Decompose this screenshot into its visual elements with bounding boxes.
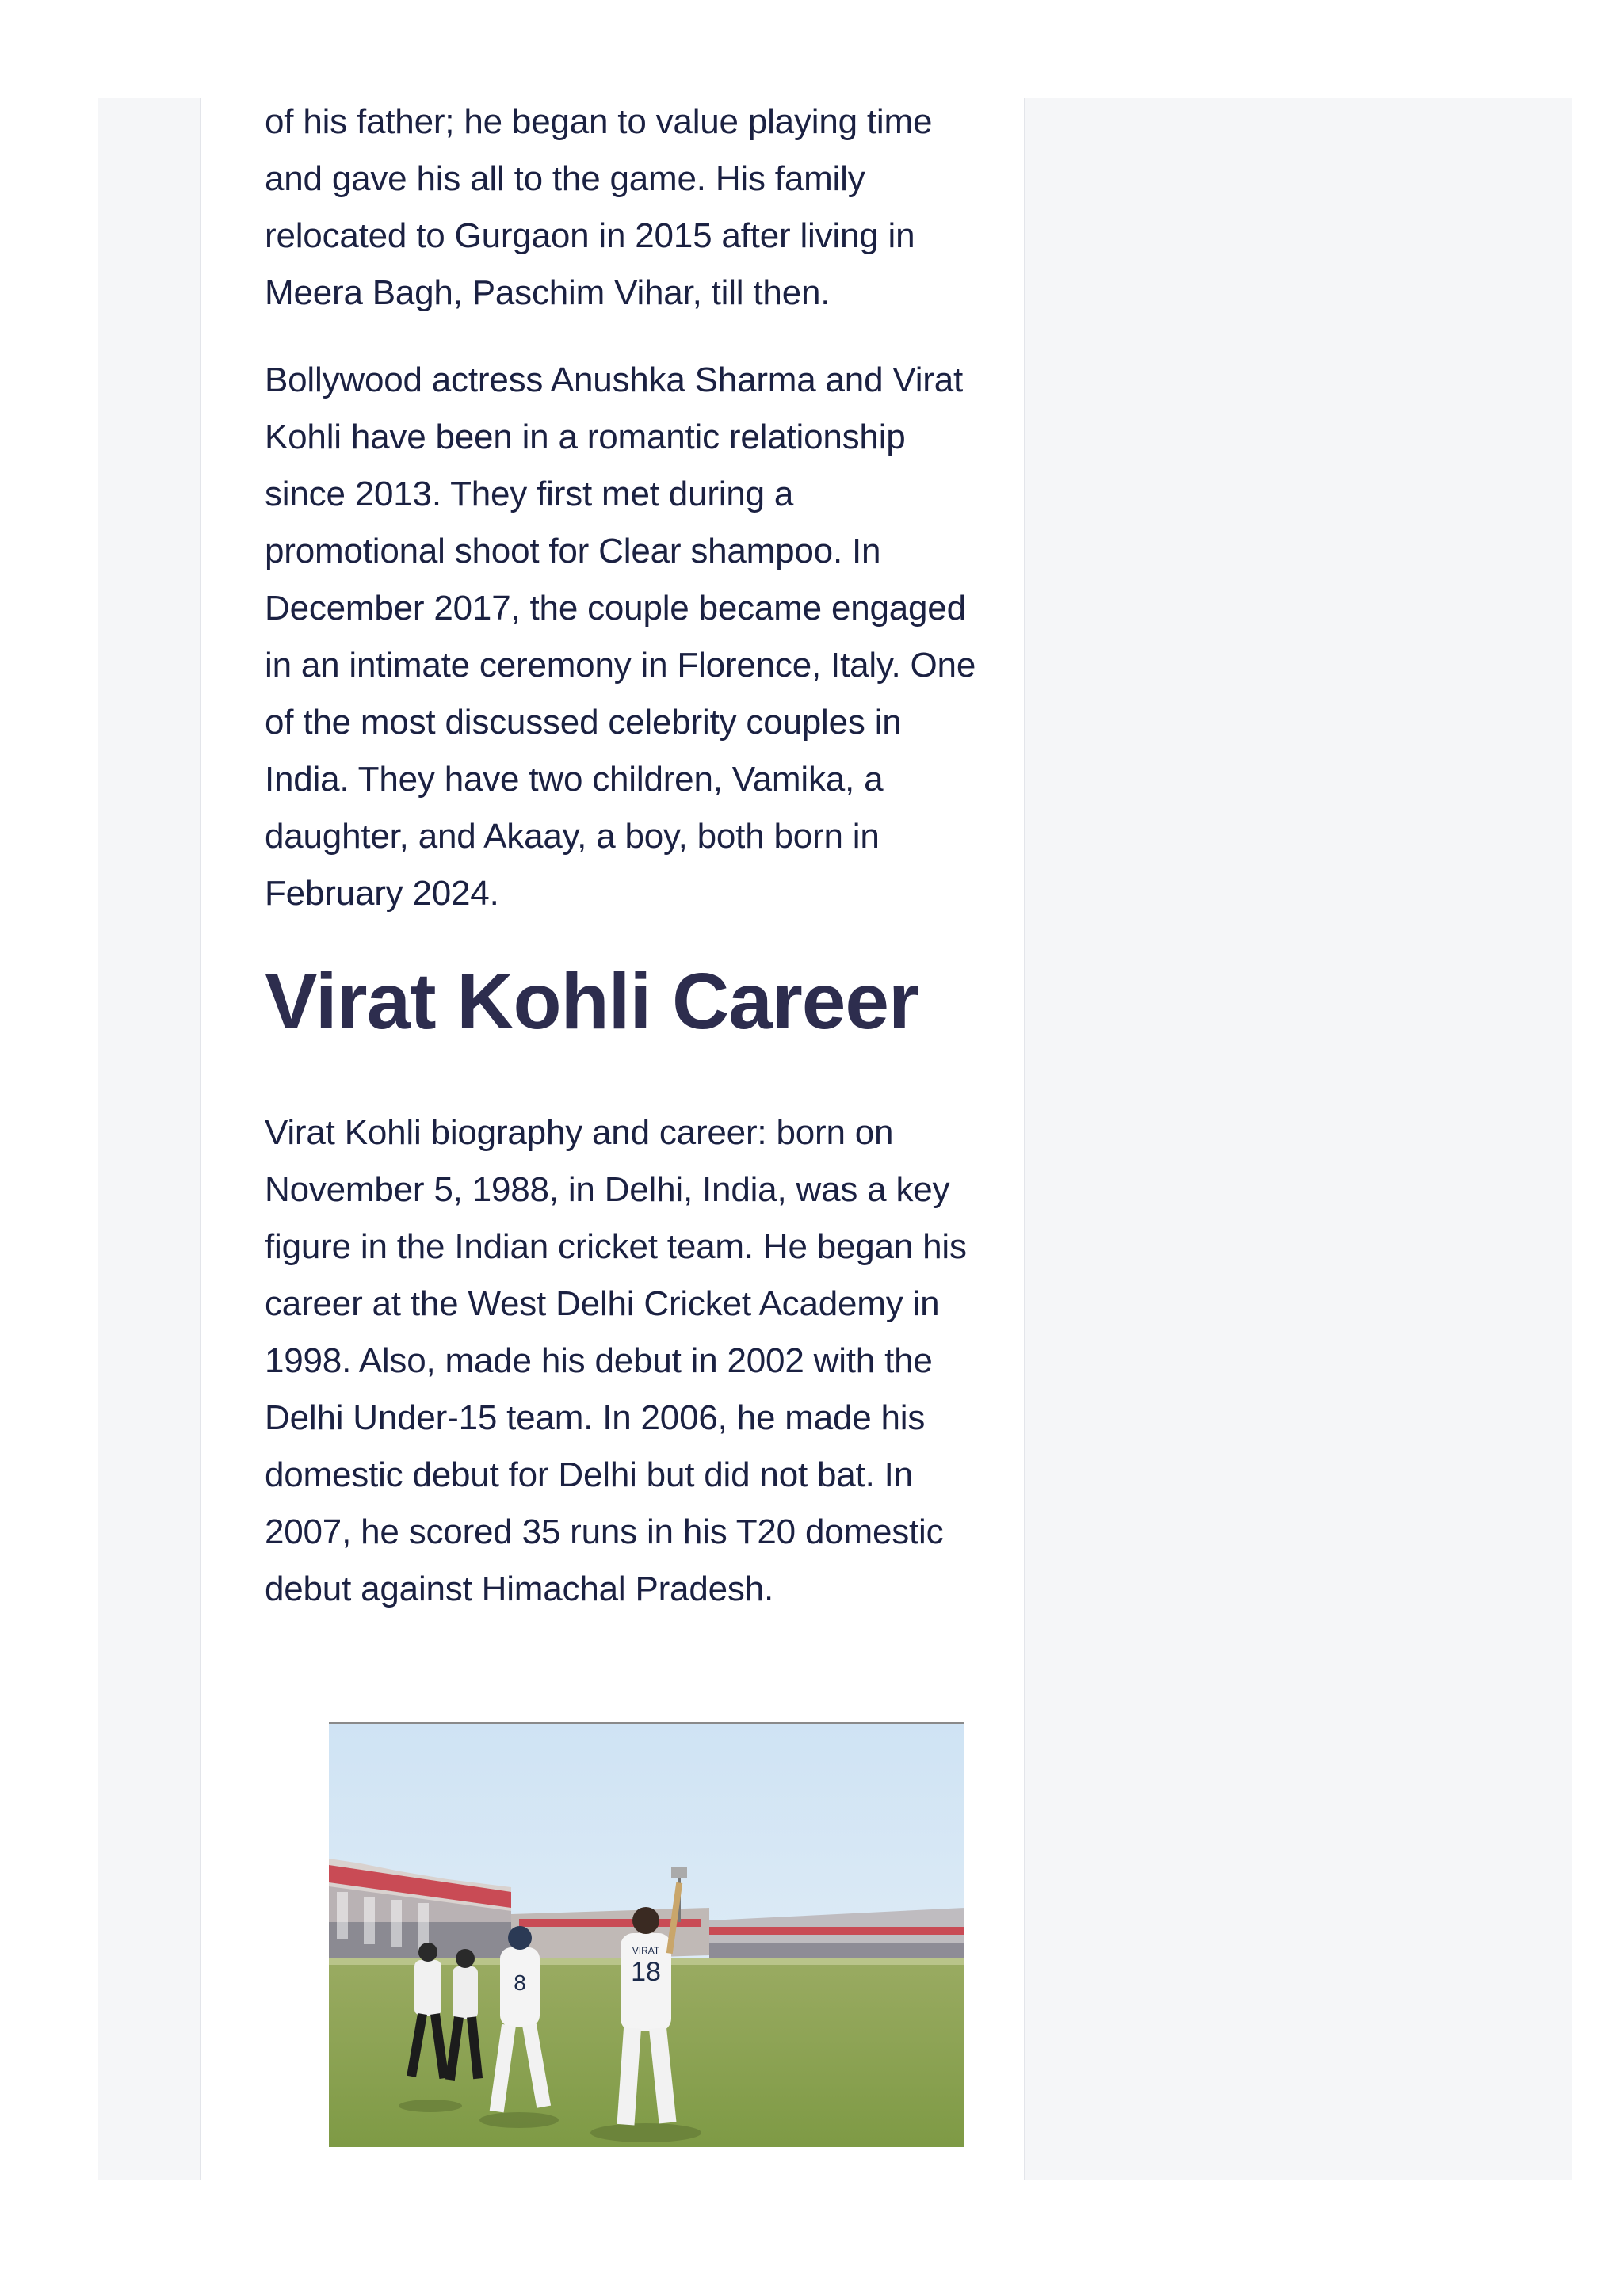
stadium-photo-illustration	[329, 1724, 964, 2147]
jersey-number-8: 8	[514, 1970, 526, 1995]
paragraph-career: Virat Kohli biography and career: born on November 5, 1988, in Delhi, India, was a key figure in the Indian cricket team. He began his career at the West Delhi Cricket Academy in 1998. Also, made his debut in 2002 with the Delhi Under-15 team. In 2006, he made his domestic debut for Delhi but did not bat. In 2007, he scored 35 runs in his T20 domestic debut against Himachal Pradesh.	[265, 1113, 967, 1608]
jersey-name: VIRAT	[632, 1945, 660, 1956]
paragraph-relationship: Bollywood actress Anushka Sharma and Virat Kohli have been in a romantic relationship since 2013. They first met during a promotional shoot for Clear shampoo. In December 2017, the couple became engaged in an intimate ceremony in Florence, Italy. One of the most discussed celebrity couples in India. They have two children, Vamika, a daughter, and Akaay, a boy, both born in February 2024.	[265, 360, 976, 913]
cricket-stadium-photo	[329, 1722, 964, 2147]
section-heading-career: Virat Kohli Career	[265, 957, 918, 1046]
right-sidebar	[1025, 98, 1572, 2180]
left-gutter	[98, 98, 201, 2180]
paragraph-family: of his father; he began to value playing time and gave his all to the game. His family relocated to Gurgaon in 2015 after living in Meera Bagh, Paschim Vihar, till then.	[265, 102, 933, 312]
jersey-number-18: 18	[631, 1957, 661, 1987]
article-body	[265, 93, 978, 1650]
